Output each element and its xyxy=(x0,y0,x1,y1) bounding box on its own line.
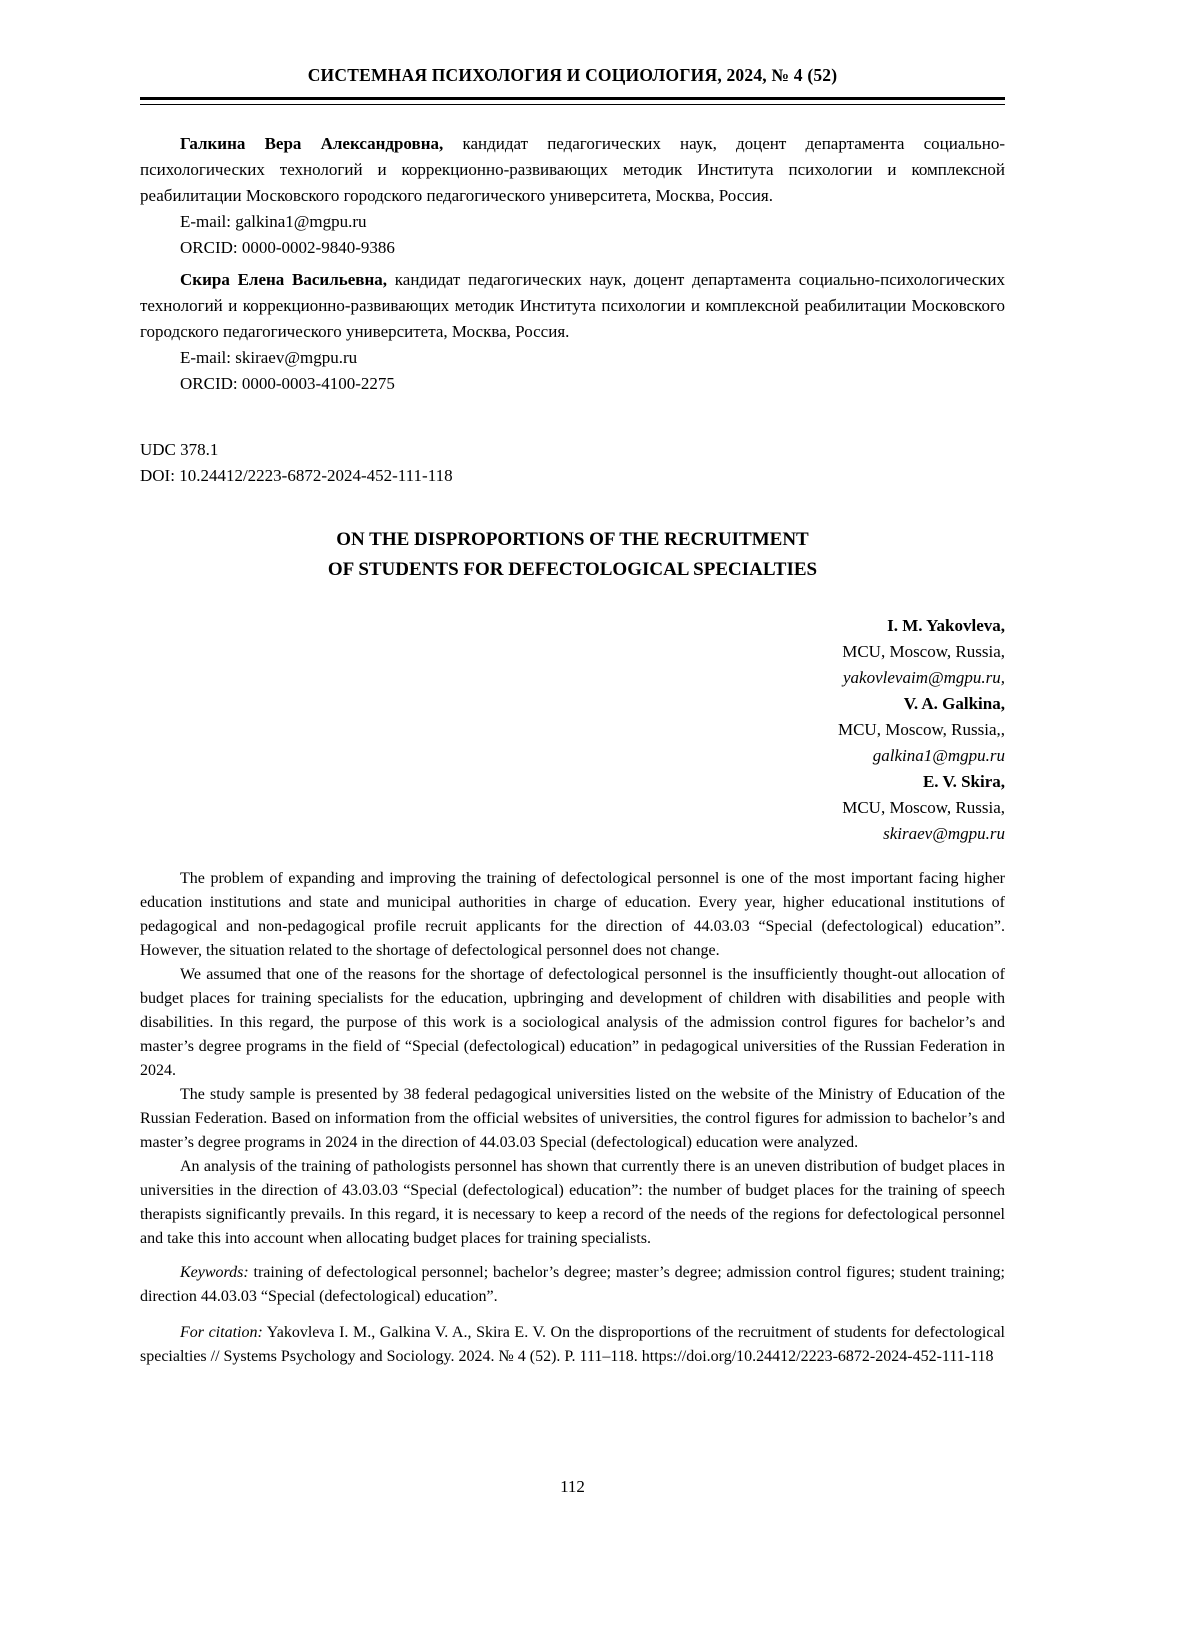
keywords-paragraph xyxy=(140,1261,1005,1309)
keywords-label: Keywords: xyxy=(180,1264,249,1281)
citation-paragraph xyxy=(140,1321,1005,1369)
author-email-line: E-mail: skiraev@mgpu.ru xyxy=(180,348,358,367)
russian-authors-section xyxy=(140,131,1005,397)
journal-title: СИСТЕМНАЯ ПСИХОЛОГИЯ И СОЦИОЛОГИЯ, 2024, № 4 (52) xyxy=(307,65,838,85)
abstract-paragraph: The problem of expanding and improving the training of defectological personnel is one of the most important facing higher education institutions and state and municipal authorities in charge of education. Every year, higher educational institutions of pedagogical and non-pedagogical profile recruit applicants for the direction of 44.03.03 “Special (defectological) education”. However, the situation related to the shortage of defectological personnel does not change. xyxy=(140,870,1005,959)
citation-label: For citation: xyxy=(180,1324,263,1341)
author-name-ru: Скира Елена Васильевна, xyxy=(180,270,388,289)
author-email: skiraev@mgpu.ru xyxy=(883,824,1005,843)
author-orcid-line: ORCID: 0000-0002-9840-9386 xyxy=(180,238,395,257)
article-title xyxy=(140,525,1005,585)
author-name-en: V. A. Galkina, xyxy=(903,694,1005,713)
journal-header xyxy=(140,62,1005,105)
article-title-line1: ON THE DISPROPORTIONS OF THE RECRUITMENT xyxy=(336,529,809,550)
abstract-section xyxy=(140,867,1005,1251)
citation-text: Yakovleva I. M., Galkina V. A., Skira E. V. On the disproportions of the recruitment of students for defectological specialties // Systems Psychology and Sociology. 2024. № 4 (52). P. 111–118. https://doi.org/10.24412/2223-6872-2024-452-111-118 xyxy=(140,1324,1006,1365)
author-bio-text: кандидат педагогических наук, доцент департамента социально-психологических технологий и коррекционно-развивающих методик Института психологии и комплексной реабилитации Московского городского педагогического университета, Москва, Россия. xyxy=(140,134,1006,205)
udc-line: UDC 378.1 xyxy=(140,440,219,459)
author-affiliation: MCU, Moscow, Russia, xyxy=(842,798,1005,817)
keywords-text: training of defectological personnel; bachelor’s degree; master’s degree; admission control figures; student training; direction 44.03.03 “Special (defectological) education”. xyxy=(140,1264,1006,1305)
author-affiliation: MCU, Moscow, Russia,, xyxy=(837,720,1005,739)
article-title-line2: OF STUDENTS FOR DEFECTOLOGICAL SPECIALTIES xyxy=(327,559,818,580)
english-authors-block xyxy=(140,613,1005,847)
author-email: galkina1@mgpu.ru xyxy=(872,746,1005,765)
author-orcid-line: ORCID: 0000-0003-4100-2275 xyxy=(180,374,395,393)
author-bio-text: кандидат педагогических наук, доцент департамента социально-психологических технологий и коррекционно-развивающих методик Института психологии и комплексной реабилитации Московского городского педагогического университета, Москва, Россия. xyxy=(140,270,1005,341)
header-divider xyxy=(140,97,1005,105)
author-email: yakovlevaim@mgpu.ru, xyxy=(843,668,1005,687)
abstract-paragraph: The study sample is presented by 38 federal pedagogical universities listed on the website of the Ministry of Education of the Russian Federation. Based on information from the official websites of universities, the control figures for admission to bachelor’s and master’s degree programs in 2024 in the direction of 44.03.03 Special (defectological) education were analyzed. xyxy=(140,1086,1005,1151)
author-name-en: E. V. Skira, xyxy=(922,772,1005,791)
author-bio-paragraph-galkina xyxy=(140,131,1005,209)
page-number: 112 xyxy=(560,1477,585,1496)
abstract-paragraph: We assumed that one of the reasons for the shortage of defectological personnel is the insufficiently thought-out allocation of budget places for training specialists for the education, upbringing and development of children with disabilities and people with disabilities. In this regard, the purpose of this work is a sociological analysis of the admission control figures for bachelor’s and master’s degree programs in the field of “Special (defectological) education” in pedagogical universities of the Russian Federation in 2024. xyxy=(140,966,1005,1079)
author-bio-paragraph-skira xyxy=(140,267,1005,345)
author-affiliation: MCU, Moscow, Russia, xyxy=(842,642,1005,661)
author-email-line: E-mail: galkina1@mgpu.ru xyxy=(180,212,367,231)
abstract-paragraph: An analysis of the training of pathologists personnel has shown that currently there is an uneven distribution of budget places in universities in the direction of 43.03.03 “Special (defectological) education”: the number of budget places for the training of speech therapists significantly prevails. In this regard, it is necessary to keep a record of the needs of the regions for defectological personnel and take this into account when allocating budget places for training specialists. xyxy=(140,1158,1005,1247)
doi-line: DOI: 10.24412/2223-6872-2024-452-111-118 xyxy=(140,466,453,485)
article-codes-section xyxy=(140,437,1005,489)
author-name-en: I. M. Yakovleva, xyxy=(887,616,1005,635)
author-name-ru: Галкина Вера Александровна, xyxy=(180,134,444,153)
